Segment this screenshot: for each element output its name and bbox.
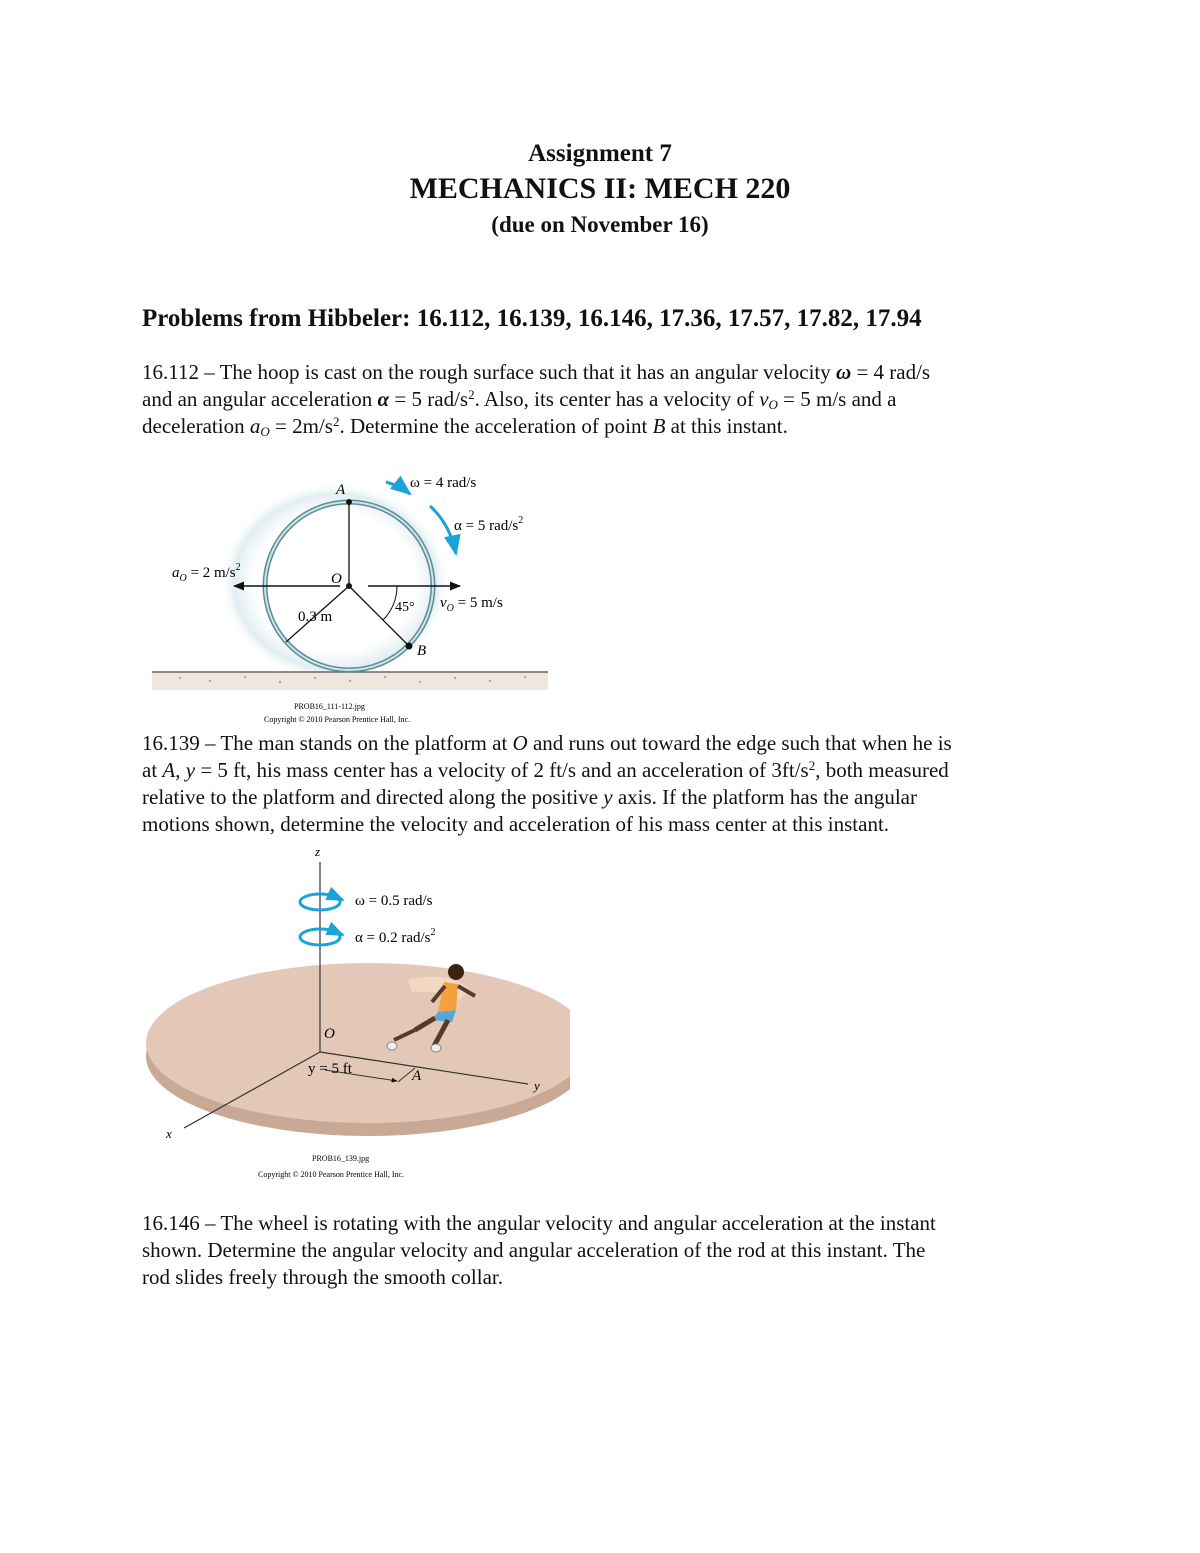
problem-16-112-text: 16.112 – The hoop is cast on the rough surface such that it has an angular velocity ω = 4 rad/s and an angular acceleration α = 5 rad/$s^2$. Also, its center has a velocity of $v_O = 5$ m/s and a deceleration $a_O = 2m/s^2$. Determine the acceleration of point B at this instant. (142, 360, 931, 439)
figure-copyright: Copyright © 2010 Pearson Prentice Hall, Inc. (264, 715, 411, 724)
problem-16-146-text: 16.146 – The wheel is rotating with the angular velocity and angular acceleration at the instant shown. Determine the angular velocity and angular acceleration of the rod at this instant. The rod slides freely through the smooth collar. (142, 1211, 936, 1289)
label-angle: 45° (395, 600, 415, 615)
label-radius: 0.3 m (298, 609, 333, 625)
label-axis-x: x (166, 1126, 172, 1141)
figure-copyright: Copyright © 2010 Pearson Prentice Hall, Inc. (258, 1170, 405, 1179)
label-point-o: O (324, 1026, 335, 1042)
label-omega-platform: ω = 0.5 rad/s (355, 893, 433, 909)
label-y-5ft: y = 5 ft (308, 1061, 352, 1077)
point-a-dot (346, 499, 352, 505)
figure-filename: PROB16_139.jpg (312, 1154, 370, 1163)
assignment-title: Assignment 7 (528, 140, 672, 167)
label-ao: $a_O = 2$ $m/s^2$ (172, 562, 241, 584)
label-point-o: O (331, 571, 342, 587)
label-alpha: α = 5 rad/$s^2$ (454, 515, 524, 534)
label-axis-z: z (315, 844, 321, 859)
label-omega: ω = 4 rad/s (410, 475, 477, 491)
figure-filename: PROB16_111-112.jpg (294, 702, 365, 711)
platform-figure (140, 840, 570, 1185)
point-o-dot (346, 583, 352, 589)
label-point-a: A (336, 482, 346, 498)
problems-heading: Problems from Hibbeler: 16.112, 16.139, 16.146, 17.36, 17.57, 17.82, 17.94 (142, 305, 922, 332)
label-point-b: B (417, 643, 427, 659)
label-vo: $v_O = 5$ m/s (440, 595, 503, 614)
point-b-dot (406, 643, 413, 650)
platform-top (146, 963, 570, 1123)
due-date: (due on November 16) (491, 212, 709, 237)
label-axis-y: y (534, 1078, 540, 1093)
course-title: MECHANICS II: MECH 220 (409, 172, 791, 205)
problem-16-139-text: 16.139 – The man stands on the platform at O and runs out toward the edge such that when he is at A, y = 5 ft, his mass center has a velocity of 2 ft/s and an acceleration of $3ft/s^2$, both measured relative to the platform and directed along the positive y axis. If the platform has the angular motions shown, determine the velocity and acceleration of his mass center at this instant. (142, 731, 952, 836)
label-alpha-platform: α = 0.2 rad/$s^2$ (355, 927, 436, 946)
label-point-a: A (412, 1068, 422, 1084)
hoop-figure (140, 462, 580, 734)
